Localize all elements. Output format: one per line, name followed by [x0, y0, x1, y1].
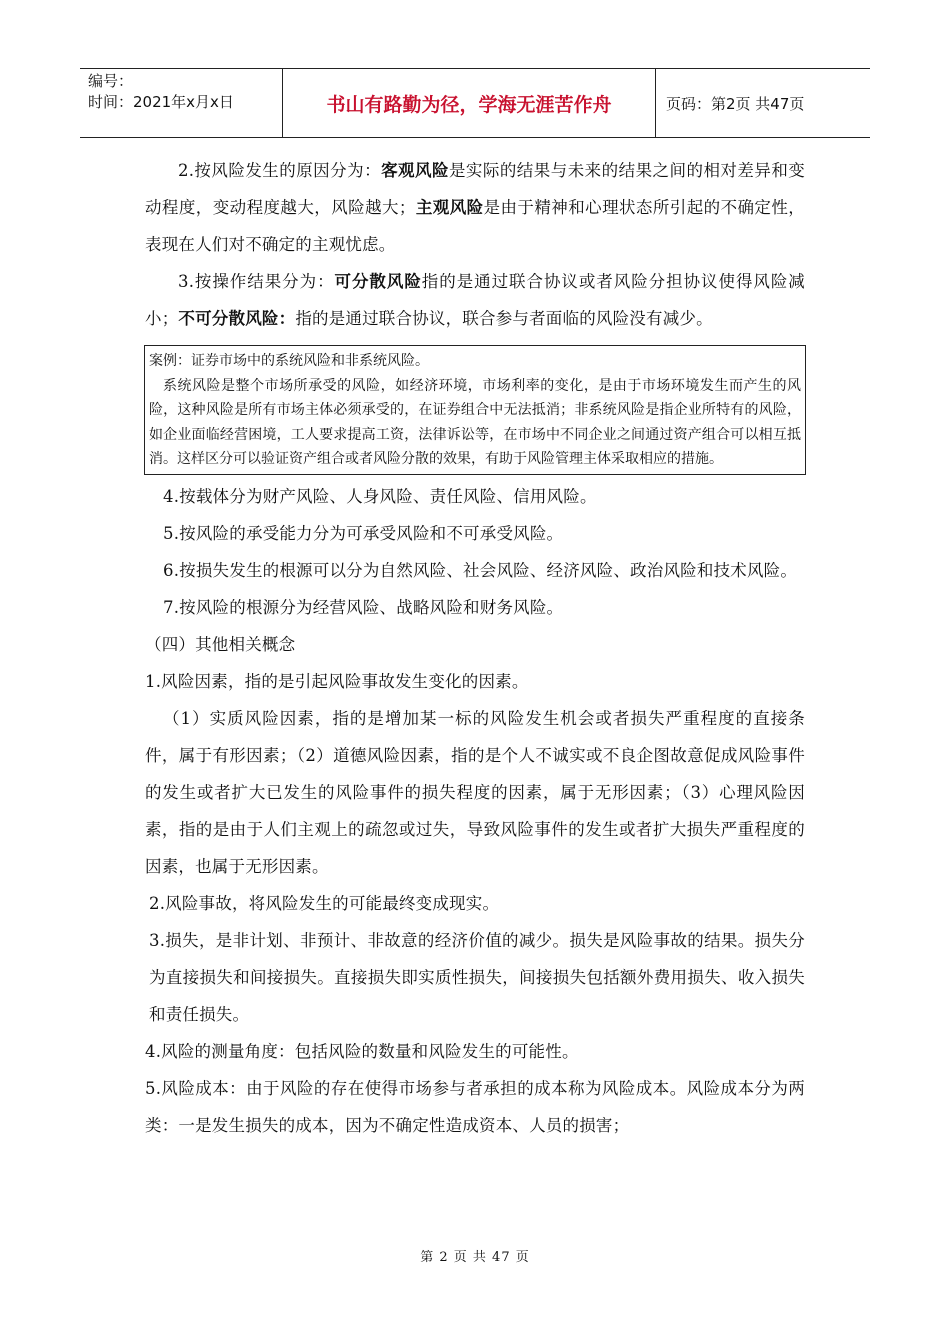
case-title: 案例：证券市场中的系统风险和非系统风险。 [149, 353, 429, 369]
sub-heading: （四）其他相关概念 [145, 634, 296, 654]
text-run: 指的是通过联合协议，联合参与者面临的风险没有减少。 [295, 309, 713, 328]
concept-loss: 3.损失，是非计划、非预计、非故意的经济价值的减少。损失是风险事故的结果。损失分为直接损失和间接损失。直接损失即实质性损失，间接损失包括额外费用损失、收入损失和责任损失。 [149, 930, 805, 1024]
concept-risk-cost: 5.风险成本：由于风险的存在使得市场参与者承担的成本称为风险成本。风险成本分为两类：一是发生损失的成本，因为不确定性造成资本、人员的损害； [145, 1078, 805, 1135]
term-non-diversifiable-risk: 不可分散风险： [178, 309, 296, 328]
text-run: 指的是通过联合协议或者风险分担协议使得风险减小； [145, 272, 806, 328]
date-label: 时间：2021年x月x日 [88, 93, 234, 111]
header-motto: 书山有路勤为径，学海无涯苦作舟 [283, 69, 656, 137]
paragraph-risk-cause [145, 152, 805, 263]
text-run: 是实际的结果与未来的结果之间的相对差异和变动程度，变动程度越大，风险越大； [145, 161, 805, 217]
text-run: 3.按操作结果分为： [178, 272, 335, 291]
page-footer: 第 2 页 共 47 页 [420, 1250, 530, 1265]
paragraph-capacity: 5.按风险的承受能力分为可承受风险和不可承受风险。 [163, 523, 564, 543]
header-meta-cell [80, 69, 283, 137]
concept-measurement: 4.风险的测量角度：包括风险的数量和风险发生的可能性。 [145, 1041, 579, 1061]
concept-risk-factor-detail: （1）实质风险因素，指的是增加某一标的风险发生机会或者损失严重程度的直接条件，属于有形因素；（2）道德风险因素，指的是个人不诚实或不良企图故意促成风险事件的发生或者扩大已发生的风险事件的损失程度的因素，属于无形因素；（3）心理风险因素，指的是由于人们主观上的疏忽或过失，导致风险事件的发生或者扩大损失严重程度的因素，也属于无形因素。 [145, 708, 805, 876]
case-box [144, 345, 806, 475]
code-label: 编号： [88, 72, 134, 90]
document-body [145, 152, 805, 1144]
concept-risk-event: 2.风险事故，将风险发生的可能最终变成现实。 [149, 893, 500, 913]
paragraph-loss-source: 6.按损失发生的根源可以分为自然风险、社会风险、经济风险、政治风险和技术风险。 [163, 560, 798, 580]
paragraph-operation-result [145, 263, 805, 337]
term-diversifiable-risk: 可分散风险 [334, 272, 422, 291]
case-body: 系统风险是整个市场所承受的风险，如经济环境，市场利率的变化，是由于市场环境发生而产生的风险，这种风险是所有市场主体必须承受的，在证券组合中无法抵消；非系统风险是指企业所特有的风险，如企业面临经营困境，工人要求提高工资，法律诉讼等，在市场中不同企业之间通过资产组合可以相互抵消。这样区分可以验证资产组合或者风险分散的效果，有助于风险管理主体采取相应的措施。 [149, 377, 801, 467]
text-run: 是由于精神和心理状态所引起的不确定性，表现在人们对不确定的主观忧虑。 [145, 198, 805, 254]
paragraph-root-source: 7.按风险的根源分为经营风险、战略风险和财务风险。 [163, 597, 564, 617]
header-page-info: 页码：第2页 共47页 [666, 94, 805, 113]
term-subjective-risk: 主观风险 [415, 198, 484, 217]
paragraph-carrier: 4.按载体分为财产风险、人身风险、责任风险、信用风险。 [163, 486, 597, 506]
term-objective-risk: 客观风险 [381, 161, 449, 180]
concept-risk-factor: 1.风险因素，指的是引起风险事故发生变化的因素。 [145, 671, 529, 691]
text-run: 2.按风险发生的原因分为： [178, 161, 382, 180]
page-header [80, 68, 870, 138]
